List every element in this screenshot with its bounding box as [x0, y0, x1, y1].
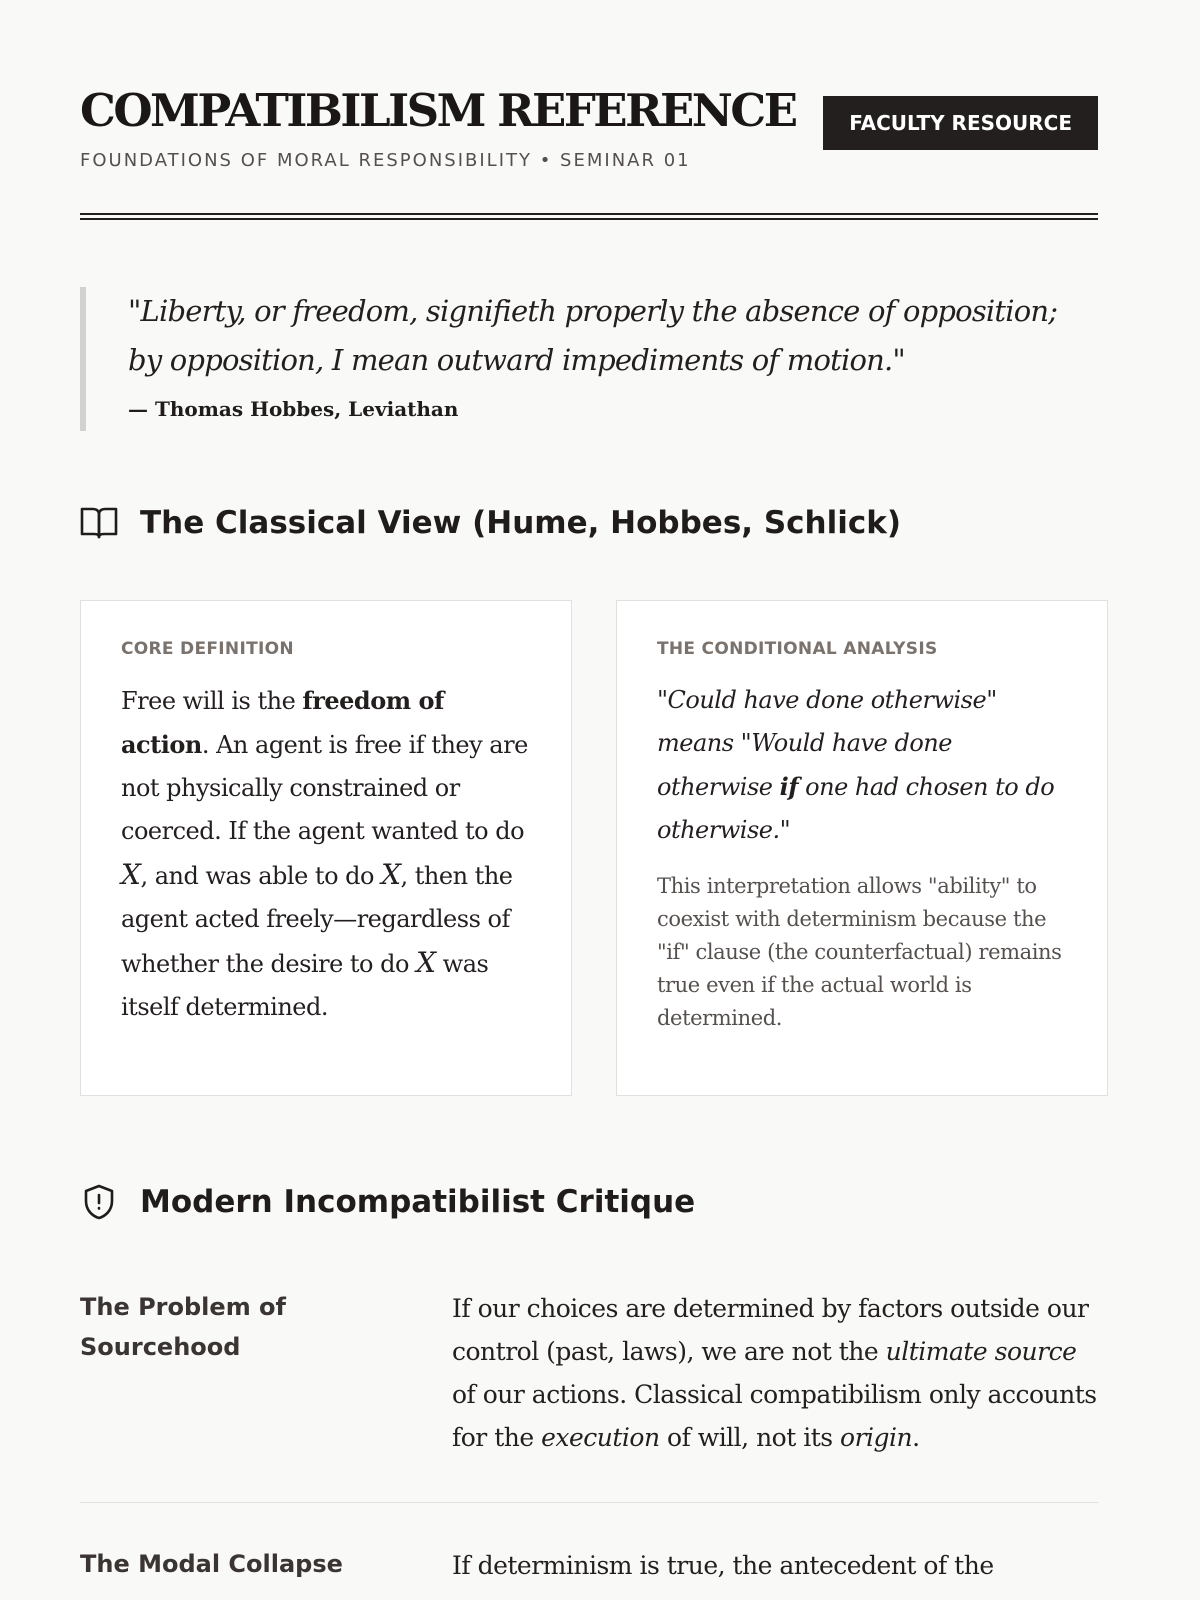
critique-row — [80, 1287, 1098, 1459]
page-subtitle: FOUNDATIONS OF MORAL RESPONSIBILITY • SEMINAR 01 — [80, 150, 691, 171]
critique-description: If determinism is true, the antecedent of the — [452, 1551, 994, 1580]
page — [80, 0, 1098, 1580]
header — [80, 0, 1098, 232]
quote-line: by opposition, I mean outward impediments of motion." — [128, 343, 905, 377]
critique-heading — [80, 1183, 695, 1221]
classical-view-heading — [80, 505, 901, 541]
row-divider — [80, 1502, 1098, 1503]
quote-text — [128, 287, 1057, 385]
shield-alert-icon — [80, 1183, 118, 1221]
critique-description: If our choices are determined by factors outside our control (past, laws), we are not the ultimate source of our actions. Classical compatibilism only accounts for the execution of will, not its origin. — [452, 1294, 1097, 1452]
conditional-note: This interpretation allows "ability" to coexist with determinism because the "if" clause (the counterfactual) remains true even if the actual world is determined. — [657, 874, 1062, 1030]
hobbes-blockquote — [80, 287, 1057, 431]
quote-line: "Liberty, or freedom, signifieth properly the absence of opposition; — [128, 294, 1058, 328]
conditional-analysis-text: "Could have done otherwise" means "Would have done otherwise if one had chosen to do otherwise." — [657, 686, 1055, 844]
card-label: CORE DEFINITION — [121, 639, 294, 659]
card-label: THE CONDITIONAL ANALYSIS — [657, 639, 938, 659]
core-definition-text: Free will is the freedom of action. An agent is free if they are not physically constrained or coerced. If the agent wanted to do X, and was able to do X, then the agent acted freely—regardless of whether the desire to do X was itself determined. — [121, 686, 528, 1021]
quote-attribution: — Thomas Hobbes, Leviathan — [128, 397, 459, 421]
section-title: Modern Incompatibilist Critique — [140, 1184, 696, 1220]
core-definition-card — [80, 600, 572, 1096]
critique-term: The Modal Collapse — [80, 1550, 343, 1578]
header-double-rule — [80, 213, 1098, 220]
page-title: COMPATIBILISM REFERENCE — [80, 84, 796, 137]
critique-term: The Problem of Sourcehood — [80, 1293, 286, 1361]
critique-row — [80, 1544, 1098, 1587]
section-title: The Classical View (Hume, Hobbes, Schlick) — [140, 505, 902, 541]
book-open-icon — [80, 506, 118, 540]
conditional-analysis-card — [616, 600, 1108, 1096]
faculty-resource-badge: FACULTY RESOURCE — [823, 96, 1098, 150]
